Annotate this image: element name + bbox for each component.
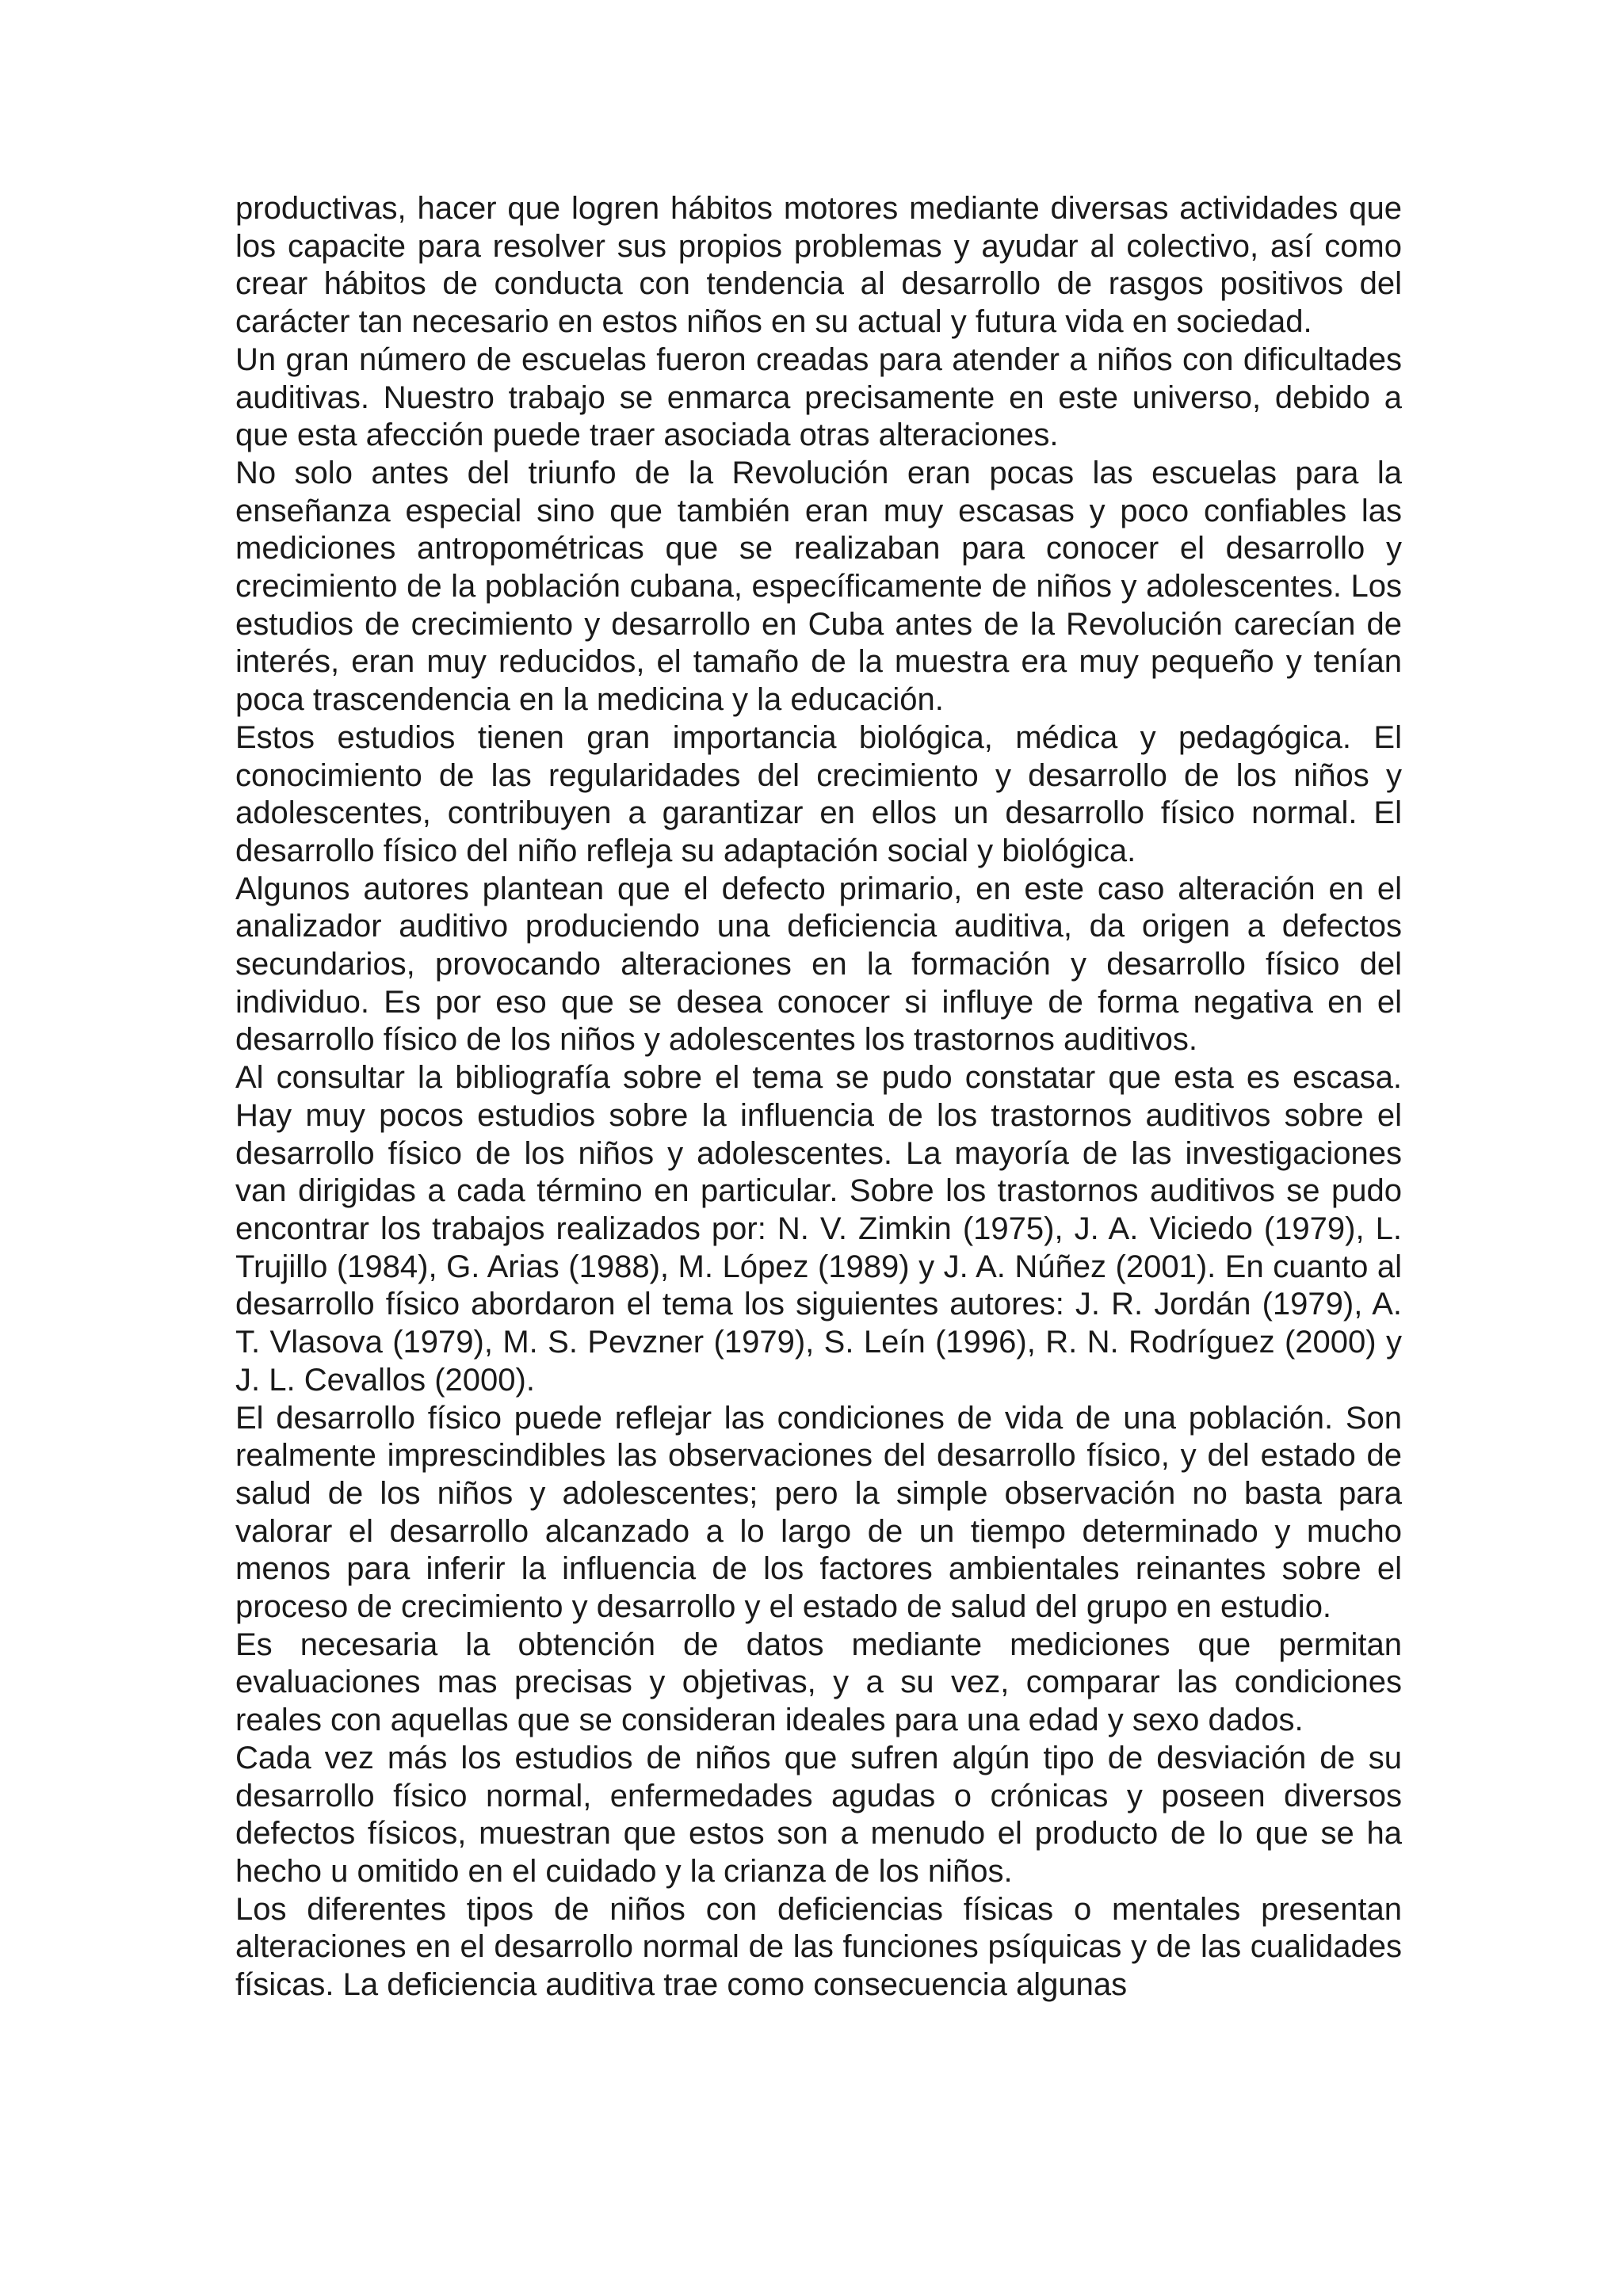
paragraph-7: El desarrollo físico puede reflejar las condiciones de vida de una población. Son realmente imprescindibles las observaciones del desarrollo físico, y del estado de salud de los niños y adolescentes; pero la simple observación no basta para valorar el desarrollo alcanzado a lo largo de un tiempo determinado y mucho menos para inferir la influencia de los factores ambientales reinantes sobre el proceso de crecimiento y desarrollo y el estado de salud del grupo en estudio. (235, 1400, 1402, 1625)
paragraph-9: Cada vez más los estudios de niños que sufren algún tipo de desviación de su desarrollo físico normal, enfermedades agudas o crónicas y poseen diversos defectos físicos, muestran que estos son a menudo el producto de lo que se ha hecho u omitido en el cuidado y la crianza de los niños. (235, 1740, 1402, 1889)
paragraph-2: Un gran número de escuelas fueron creadas para atender a niños con dificultades auditivas. Nuestro trabajo se enmarca precisamente en este universo, debido a que esta afección puede traer asociada otras alteraciones. (235, 341, 1402, 453)
paragraph-1: productivas, hacer que logren hábitos motores mediante diversas actividades que los capacite para resolver sus propios problemas y ayudar al colectivo, así como crear hábitos de conducta con tendencia al desarrollo de rasgos positivos del carácter tan necesario en estos niños en su actual y futura vida en sociedad. (235, 191, 1402, 340)
paragraph-3: No solo antes del triunfo de la Revolución eran pocas las escuelas para la enseñanza especial sino que también eran muy escasas y poco confiables las mediciones antropométricas que se realizaban para conocer el desarrollo y crecimiento de la población cubana, específicamente de niños y adolescentes. Los estudios de crecimiento y desarrollo en Cuba antes de la Revolución carecían de interés, eran muy reducidos, el tamaño de la muestra era muy pequeño y tenían poca trascendencia en la medicina y la educación. (235, 455, 1402, 718)
paragraph-4: Estos estudios tienen gran importancia biológica, médica y pedagógica. El conocimiento de las regularidades del crecimiento y desarrollo de los niños y adolescentes, contribuyen a garantizar en ellos un desarrollo físico normal. El desarrollo físico del niño refleja su adaptación social y biológica. (235, 719, 1402, 868)
paragraph-10: Los diferentes tipos de niños con deficiencias físicas o mentales presentan alteraciones en el desarrollo normal de las funciones psíquicas y de las cualidades físicas. La deficiencia auditiva trae como consecuencia algunas (235, 1891, 1402, 2003)
paragraph-8: Es necesaria la obtención de datos mediante mediciones que permitan evaluaciones mas precisas y objetivas, y a su vez, comparar las condiciones reales con aquellas que se consideran ideales para una edad y sexo dados. (235, 1627, 1402, 1738)
paragraph-5: Algunos autores plantean que el defecto primario, en este caso alteración en el analizador auditivo produciendo una deficiencia auditiva, da origen a defectos secundarios, provocando alteraciones en la formación y desarrollo físico del individuo. Es por eso que se desea conocer si influye de forma negativa en el desarrollo físico de los niños y adolescentes los trastornos auditivos. (235, 871, 1402, 1058)
paragraph-6: Al consultar la bibliografía sobre el tema se pudo constatar que esta es escasa. Hay muy pocos estudios sobre la influencia de los trastornos auditivos sobre el desarrollo físico de los niños y adolescentes. La mayoría de las investigaciones van dirigidas a cada término en particular. Sobre los trastornos auditivos se pudo encontrar los trabajos realizados por: N. V. Zimkin (1975), J. A. Viciedo (1979), L. Trujillo (1984), G. Arias (1988), M. López (1989) y J. A. Núñez (2001). En cuanto al desarrollo físico abordaron el tema los siguientes autores: J. R. Jordán (1979), A. T. Vlasova (1979), M. S. Pevzner (1979), S. Leín (1996), R. N. Rodríguez (2000) y J. L. Cevallos (2000). (235, 1060, 1402, 1398)
body-text (235, 190, 1402, 2004)
